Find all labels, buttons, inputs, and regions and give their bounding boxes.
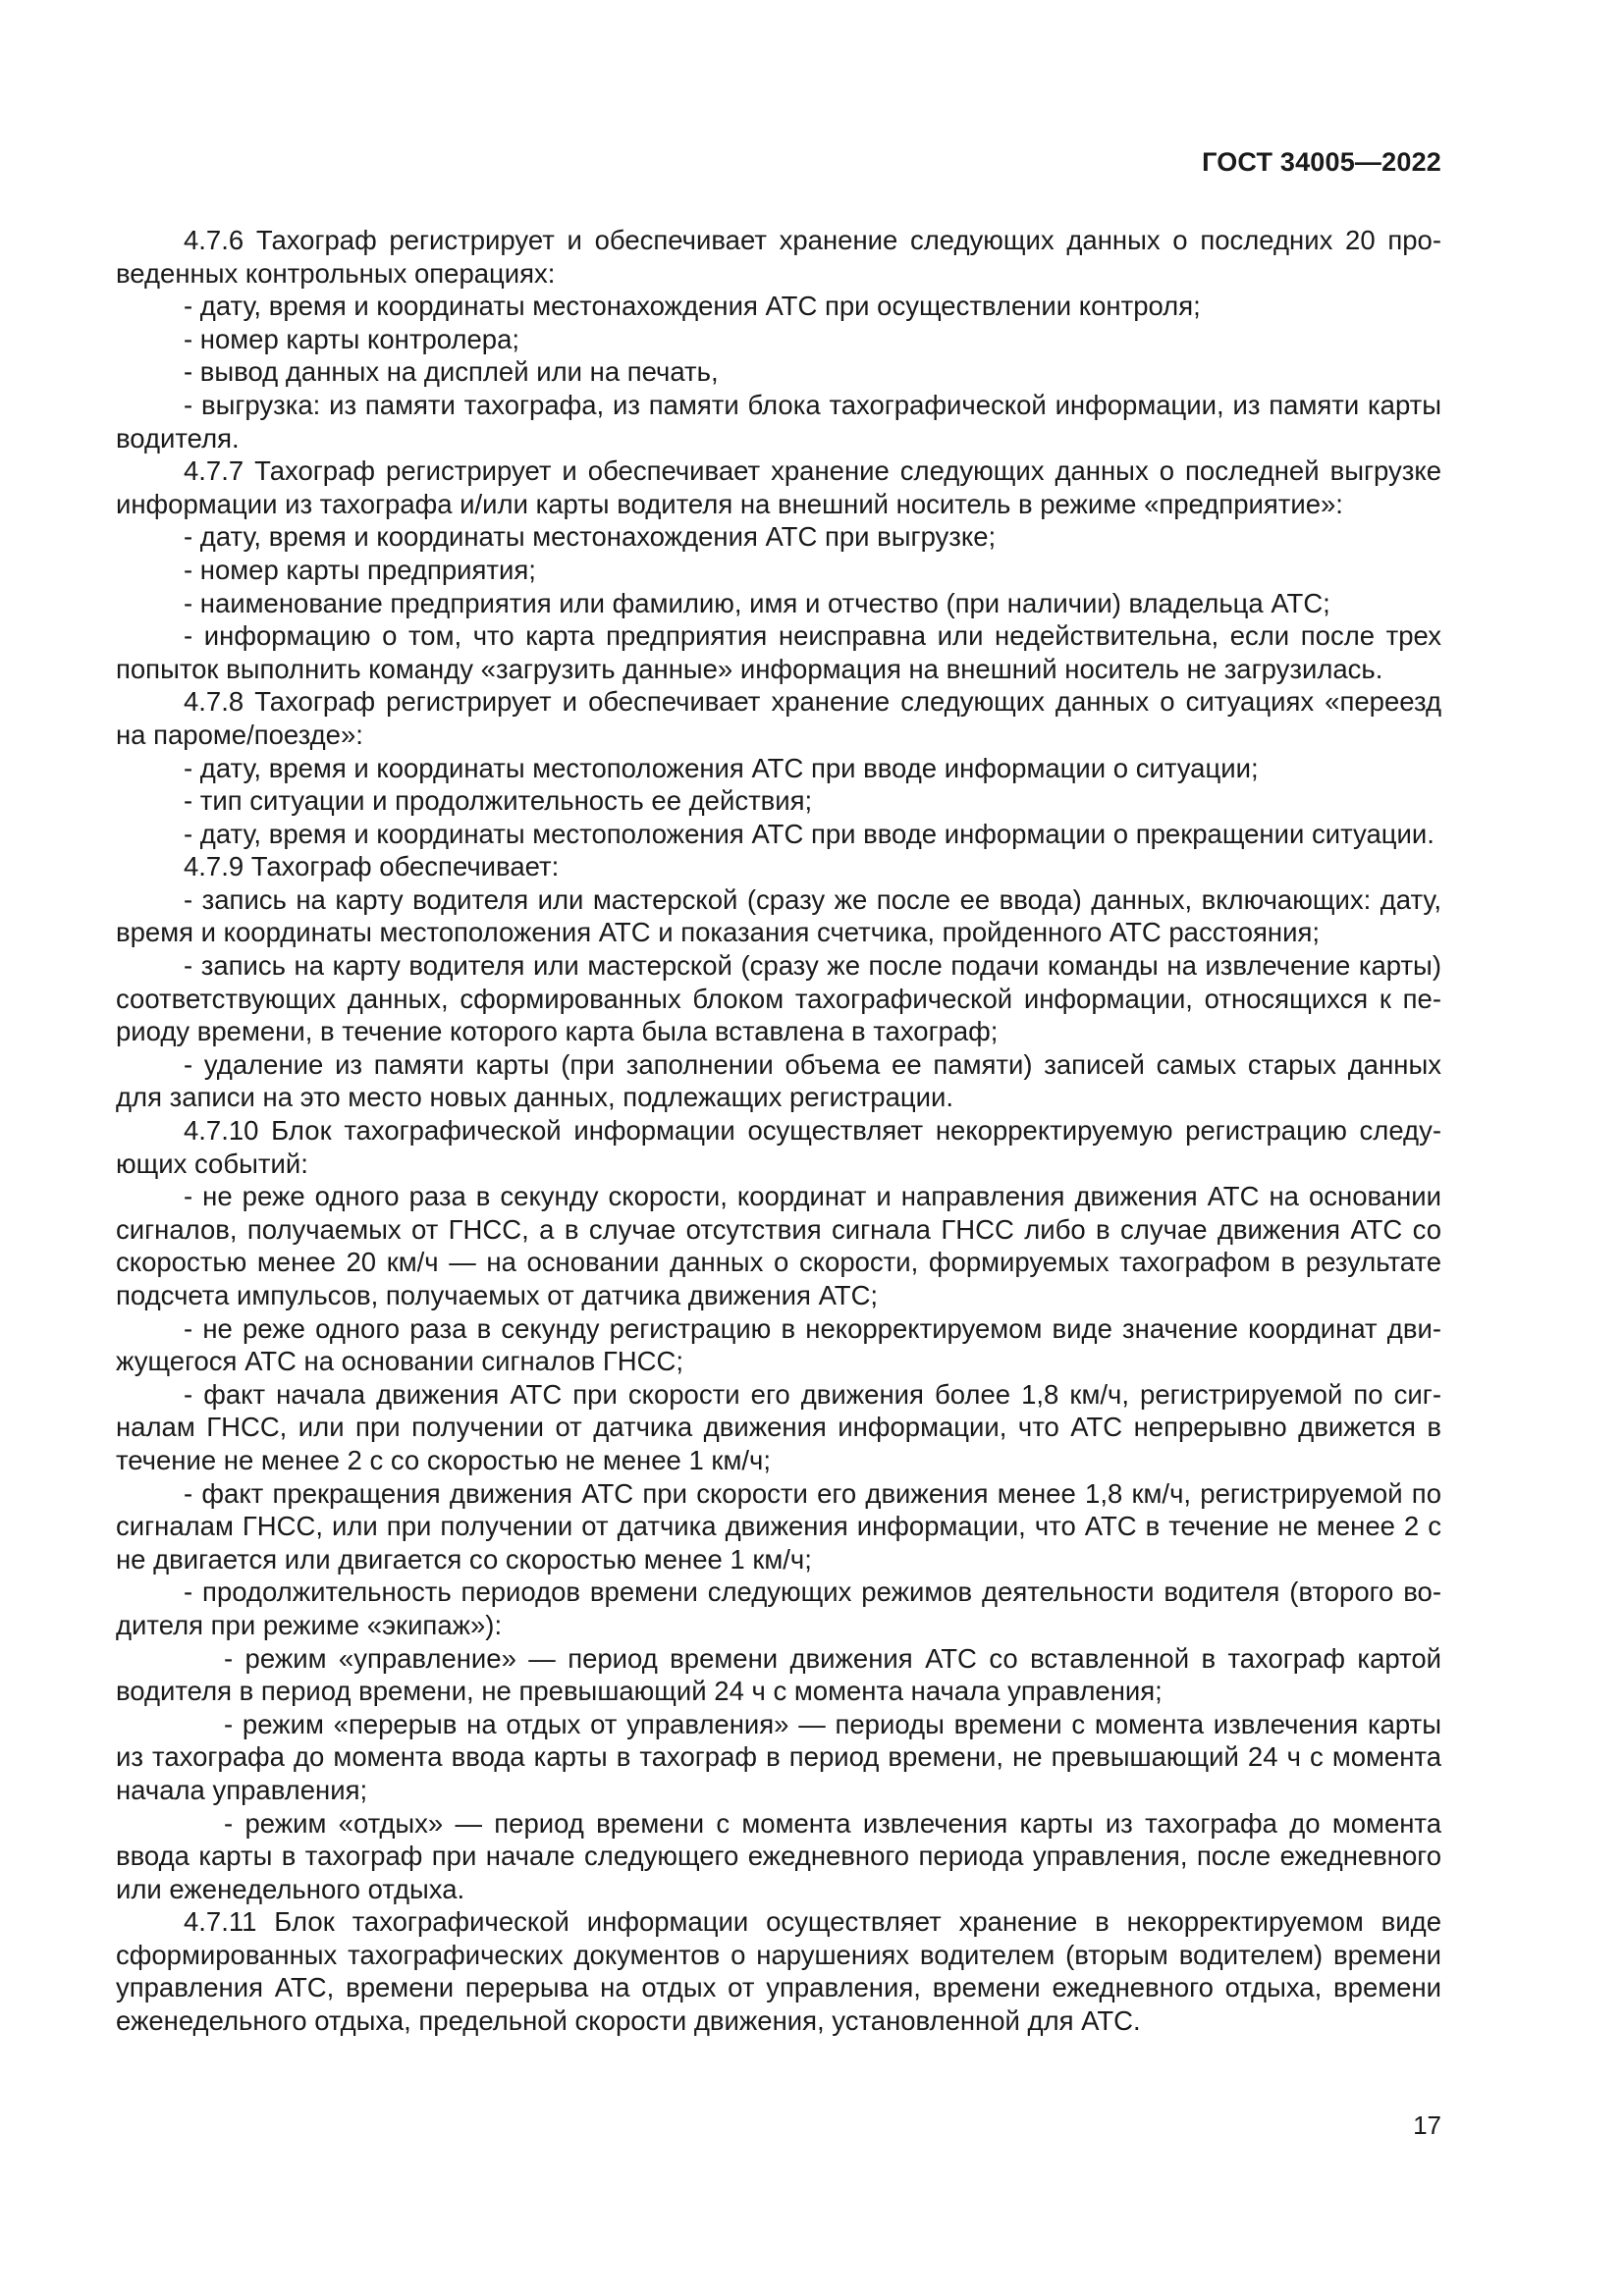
paragraph: 4.7.6 Тахограф регистрирует и обеспечивает хранение следующих данных о последних 20 проведенных контрольных операциях:	[116, 225, 1441, 289]
paragraph: 4.7.10 Блок тахографической информации осуществляет некорректируемую регистрацию следующих событий:	[116, 1115, 1441, 1179]
paragraph: - номер карты предприятия;	[184, 554, 536, 585]
paragraph: - режим «отдых» — период времени с момента извлечения карты из тахографа до момента ввода карты в тахограф при начале следующего ежедневного периода управления, после ежедневного или еженедельного отдыха.	[116, 1807, 1441, 1904]
paragraph: - номер карты контролера;	[184, 323, 520, 354]
paragraph: - информацию о том, что карта предприятия неисправна или недействительна, если после трех попыток выполнить команду «загрузить данные» информация на внешний носитель не загрузилась.	[116, 620, 1441, 684]
paragraph: - не реже одного раза в секунду скорости, координат и направления движения АТС на основании сигналов, получаемых от ГНСС, а в случае отсутствия сигнала ГНСС либо в случае движения АТС со скоростью менее 20 км/ч — на основании данных о скорости, формируемых тахографом в результате подсчета импульсов, получаемых от датчика движения АТС;	[116, 1181, 1441, 1310]
paragraph: - вывод данных на дисплей или на печать,	[184, 356, 719, 388]
paragraph: 4.7.8 Тахограф регистрирует и обеспечивает хранение следующих данных о ситуациях «переезд на пароме/поезде»:	[116, 686, 1441, 750]
document-body	[116, 224, 1441, 2038]
paragraph: - режим «перерыв на отдых от управления» — периоды времени с момента извлечения карты из тахографа до момента ввода карты в тахограф в период времени, не превышающий 24 ч с момента начала управления;	[116, 1708, 1441, 1805]
paragraph: - режим «управление» — период времени движения АТС со вставленной в тахограф картой водителя в период времени, не превышающий 24 ч с момента начала управления;	[116, 1642, 1441, 1707]
document-header	[1202, 147, 1441, 178]
paragraph: - запись на карту водителя или мастерской (сразу же после ее ввода) данных, включающих: дату, время и координаты местоположения АТС и показания счетчика, пройденного АТС расстояния;	[116, 883, 1441, 948]
paragraph: - факт начала движения АТС при скорости его движения более 1,8 км/ч, регистрируемой по сигналам ГНСС, или при получении от датчика движения информации, что АТС непрерывно движется в течение не менее 2 с со скоростью не менее 1 км/ч;	[116, 1378, 1441, 1475]
standard-title: ГОСТ 34005—2022	[1202, 147, 1441, 177]
paragraph: - не реже одного раза в секунду регистрацию в некорректируемом виде значение координат движущегося АТС на основании сигналов ГНСС;	[116, 1312, 1441, 1377]
page-number: 17	[1413, 2110, 1441, 2140]
paragraph: - удаление из памяти карты (при заполнении объема ее памяти) записей самых старых данных для записи на это место новых данных, подлежащих регистрации.	[116, 1048, 1441, 1113]
paragraph: - дату, время и координаты местонахождения АТС при осуществлении контроля;	[184, 291, 1201, 322]
paragraph: - продолжительность периодов времени следующих режимов деятельности водителя (второго водителя при режиме «экипаж»):	[116, 1576, 1441, 1640]
paragraph: 4.7.7 Тахограф регистрирует и обеспечивает хранение следующих данных о последней выгрузке информации из тахографа и/или карты водителя на внешний носитель в режиме «предприятие»:	[116, 455, 1441, 519]
paragraph: 4.7.11 Блок тахографической информации осуществляет хранение в некорректируемом виде сформированных тахографических документов о нарушениях водителем (вторым водителем) времени управления АТС, времени перерыва на отдых от управления, времени ежедневного отдыха, времени еженедельного отдыха, предельной скорости движения, установленной для АТС.	[116, 1906, 1441, 2037]
paragraph: - тип ситуации и продолжительность ее действия;	[184, 785, 813, 817]
paragraph: - наименование предприятия или фамилию, имя и отчество (при наличии) владельца АТС;	[184, 587, 1330, 618]
paragraph: - выгрузка: из памяти тахографа, из памяти блока тахографической информации, из памяти карты водителя.	[116, 389, 1441, 454]
paragraph: - дату, время и координаты местоположения АТС при вводе информации о ситуации;	[184, 752, 1259, 783]
paragraph: - факт прекращения движения АТС при скорости его движения менее 1,8 км/ч, регистрируемой по сигналам ГНСС, или при получении от датчика движения информации, что АТС в течение не менее 2 с не двигается или двигается со скоростью менее 1 км/ч;	[116, 1477, 1441, 1575]
paragraph: - дату, время и координаты местоположения АТС при вводе информации о прекращении ситуации.	[184, 818, 1435, 849]
paragraph: - запись на карту водителя или мастерской (сразу же после подачи команды на извлечение карты) соответствующих данных, сформированных блоком тахографической информации, относящихся к периоду времени, в течение которого карта была вставлена в тахограф;	[116, 950, 1441, 1047]
paragraph: - дату, время и координаты местонахождения АТС при выгрузке;	[184, 521, 997, 553]
paragraph: 4.7.9 Тахограф обеспечивает:	[184, 851, 560, 882]
